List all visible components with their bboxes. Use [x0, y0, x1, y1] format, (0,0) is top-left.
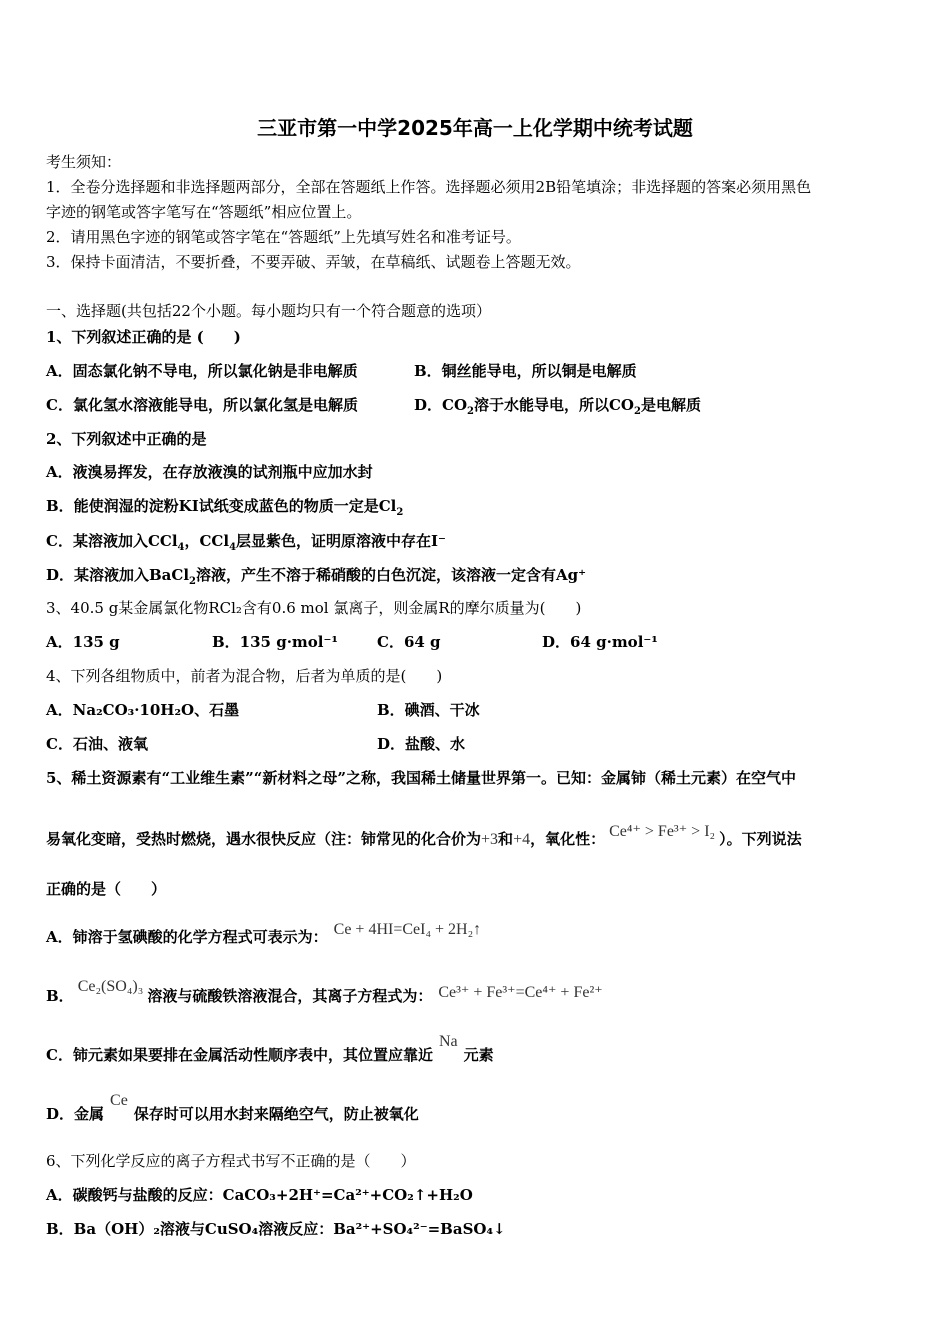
q4-option-b: B．碘酒、干冰	[377, 701, 480, 719]
q2-option-c: C．某溶液加入CCl$_4$，CCl$_4$层显紫色，证明原溶液中存在I⁻	[46, 532, 446, 553]
q1-option-c: C．氯化氢水溶液能导电，所以氯化氢是电解质	[46, 396, 358, 414]
q5-option-d: D．金属Ce保存时可以用水封来隔绝空气，防止被氧化	[46, 1092, 419, 1123]
q4-option-a: A．Na₂CO₃·10H₂O、石墨	[46, 701, 240, 719]
notice-heading: 考生须知：	[46, 153, 122, 171]
q6-option-b: B．Ba（OH）₂溶液与CuSO₄溶液反应：Ba²⁺+SO₄²⁻=BaSO₄↓	[46, 1220, 506, 1238]
q2-option-b: B．能使润湿的淀粉KI试纸变成蓝色的物质一定是$Cl_2$	[46, 497, 404, 518]
question-4-stem: 4、下列各组物质中，前者为混合物，后者为单质的是( )	[46, 667, 443, 685]
question-2-stem: 2、下列叙述中正确的是	[46, 430, 207, 448]
q1-option-b: B．铜丝能导电，所以铜是电解质	[414, 362, 637, 380]
q5-option-c: C．铈元素如果要排在金属活动性顺序表中，其位置应靠近Na元素	[46, 1033, 494, 1064]
q4-option-c: C．石油、液氧	[46, 735, 148, 753]
q3-option-a: A．135 g	[46, 633, 120, 651]
q3-option-c: C．64 g	[377, 633, 441, 651]
page-title: 三亚市第一中学2025年高一上化学期中统考试题	[257, 116, 693, 140]
q5-option-b: B．Ce₂(SO₄)₃溶液与硫酸铁溶液混合，其离子方程式为： Ce³⁺ + Fe³⁺=Ce⁴⁺ + Fe²⁺	[46, 978, 603, 1005]
question-5-stem-line2: 易氧化变暗，受热时燃烧，遇水很快反应（注：铈常见的化合价为+3和+4，氧化性： Ce⁴⁺ > Fe³⁺ > I₂ ）。下列说法	[46, 823, 802, 848]
notice-item: 2．请用黑色字迹的钢笔或答字笔在“答题纸”上先填写姓名和准考证号。	[46, 228, 521, 246]
q3-option-b: B．135 g·mol⁻¹	[212, 633, 338, 651]
q2-option-a: A．液溴易挥发，在存放液溴的试剂瓶中应加水封	[46, 463, 373, 481]
q1-option-d: D．$CO_2$溶于水能导电，所以$CO_2$是电解质	[414, 396, 701, 417]
q4-option-d: D．盐酸、水	[377, 735, 466, 753]
q5-option-a: A．铈溶于氢碘酸的化学方程式可表示为： Ce + 4HI=CeI₄ + 2H₂↑	[46, 921, 482, 946]
question-1-stem: 1、下列叙述正确的是 ( )	[46, 328, 241, 346]
question-5-stem-line3: 正确的是（ ）	[46, 880, 167, 898]
question-6-stem: 6、下列化学反应的离子方程式书写不正确的是（ ）	[46, 1152, 416, 1170]
q6-option-a: A．碳酸钙与盐酸的反应：CaCO₃+2H⁺=Ca²⁺+CO₂↑+H₂O	[46, 1186, 473, 1204]
question-5-stem: 5、稀土资源素有“工业维生素”“新材料之母”之称，我国稀土储量世界第一。已知：金属铈（稀土元素）在空气中	[46, 769, 796, 787]
q2-option-d: D．某溶液加入BaCl$_2$溶液，产生不溶于稀硝酸的白色沉淀，该溶液一定含有Ag⁺	[46, 566, 587, 587]
section-heading: 一、选择题(共包括22个小题。每小题均只有一个符合题意的选项）	[46, 302, 491, 320]
question-3-stem: 3、40.5 g某金属氯化物RCl₂含有0.6 mol 氯离子，则金属R的摩尔质量为( )	[46, 599, 582, 617]
q3-option-d: D．64 g·mol⁻¹	[542, 633, 658, 651]
notice-item: 1．全卷分选择题和非选择题两部分，全部在答题纸上作答。选择题必须用2B铅笔填涂；非选择题的答案必须用黑色	[46, 178, 812, 196]
notice-item: 字迹的钢笔或答字笔写在“答题纸”相应位置上。	[46, 203, 362, 221]
q1-option-a: A．固态氯化钠不导电，所以氯化钠是非电解质	[46, 362, 358, 380]
notice-item: 3．保持卡面清洁，不要折叠，不要弄破、弄皱，在草稿纸、试题卷上答题无效。	[46, 253, 581, 271]
